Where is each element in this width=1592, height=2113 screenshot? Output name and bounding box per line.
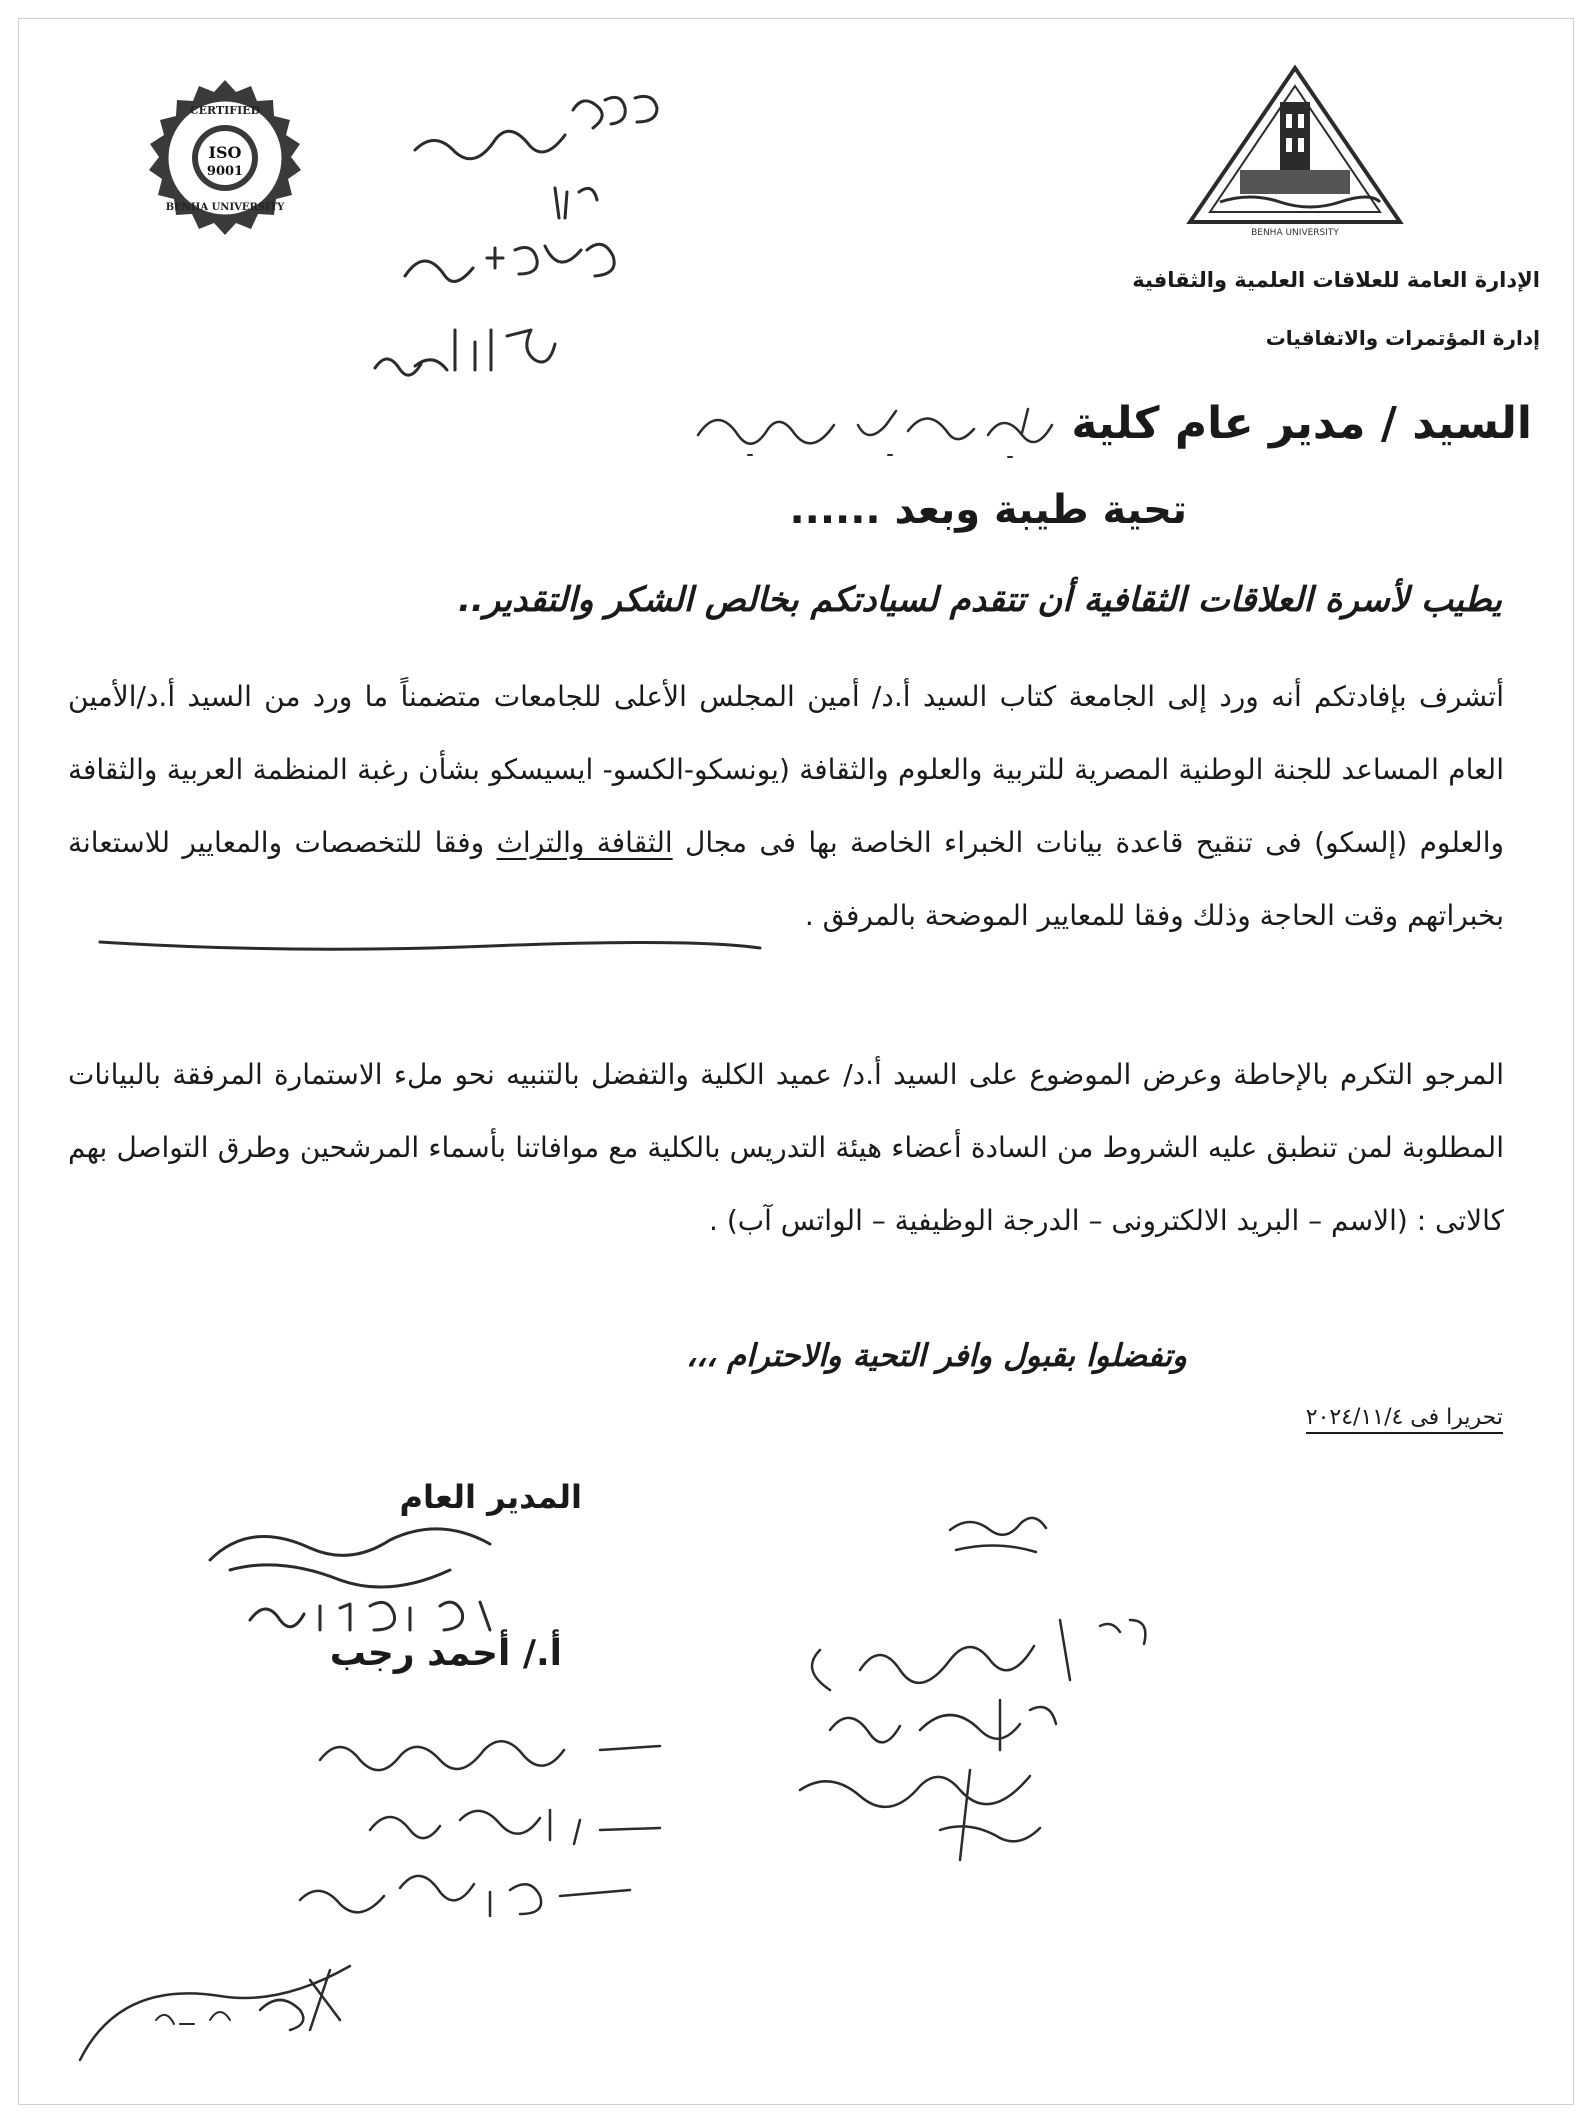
signatory-name: أ./ أحمد رجب bbox=[329, 1633, 562, 1674]
iso-9001-seal bbox=[140, 78, 310, 248]
handwritten-minute-right bbox=[760, 1500, 1200, 1910]
paragraph-1-text-a: أتشرف بإفادتكم أنه ورد إلى الجامعة كتاب السيد أ.د/ أمين المجلس الأعلى للجامعات متضمناً ما ورد من السيد أ.د/الأمين العام المساعد للجنة الوطنية المصرية للتربية والعلوم والثقافة (يونسكو-الكسو- ايسيسكو بشأن رغبة المنظمة العربية والثقافة والعلوم (إلسكو) فى تنقيح قاعدة بيانات الخبراء الخاصة بها فى مجال bbox=[68, 680, 1505, 859]
svg-text:BENHA UNIVERSITY: BENHA UNIVERSITY bbox=[165, 202, 285, 213]
director-signature bbox=[190, 1510, 550, 1640]
svg-text:CERTIFIED: CERTIFIED bbox=[189, 104, 261, 117]
body-paragraph-2: المرجو التكرم بالإحاطة وعرض الموضوع على السيد أ.د/ عميد الكلية والتفضل بالتنبيه نحو ملء الاستمارة المرفقة بالبيانات المطلوبة لمن تنطبق عليه الشروط من السادة أعضاء هيئة التدريس بالكلية مع موافاتنا بأسماء المرشحين وطرق التواصل بهم كالاتى : (الاسم – البريد الالكترونى – الدرجة الوظيفية – الواتس آب) . bbox=[68, 1058, 1504, 1237]
greeting: تحية طيبة وبعد ...... bbox=[789, 487, 1187, 533]
handwritten-faculty-name bbox=[688, 395, 1078, 475]
body-paragraph-1 bbox=[68, 660, 1504, 952]
date-line: تحريرا فى ٢٠٢٤/١١/٤ bbox=[1306, 1405, 1503, 1434]
svg-text:9001: 9001 bbox=[206, 164, 244, 179]
signature-title: المدير العام bbox=[399, 1478, 582, 1516]
paragraph-1-underlined-phrase: الثقافة والتراث bbox=[496, 826, 673, 859]
directorate-header: الإدارة العامة للعلاقات العلمية والثقافية bbox=[1132, 268, 1540, 292]
addressee-line: السيد / مدير عام كلية bbox=[1071, 398, 1532, 449]
handwritten-registration-numbers bbox=[395, 80, 695, 400]
closing-line: وتفضلوا بقبول وافر التحية والاحترام ،،، bbox=[686, 1338, 1187, 1374]
svg-text:BENHA UNIVERSITY: BENHA UNIVERSITY bbox=[1251, 228, 1339, 238]
bottom-initials-stamp bbox=[60, 1940, 390, 2100]
svg-text:ISO: ISO bbox=[208, 143, 242, 162]
department-header: إدارة المؤتمرات والاتفاقيات bbox=[1265, 326, 1540, 350]
handwritten-minute-left bbox=[280, 1720, 700, 1960]
hand-underline-stroke bbox=[90, 930, 770, 960]
paragraph-1-text-b: وفقا للتخصصات والمعايير للاستعانة بخبراتهم وقت الحاجة وذلك وفقا للمعايير الموضحة بالمرفق . bbox=[68, 826, 1504, 932]
benha-university-logo bbox=[1180, 62, 1410, 242]
intro-line: يطيب لأسرة العلاقات الثقافية أن تتقدم لسيادتكم بخالص الشكر والتقدير.. bbox=[457, 580, 1502, 620]
